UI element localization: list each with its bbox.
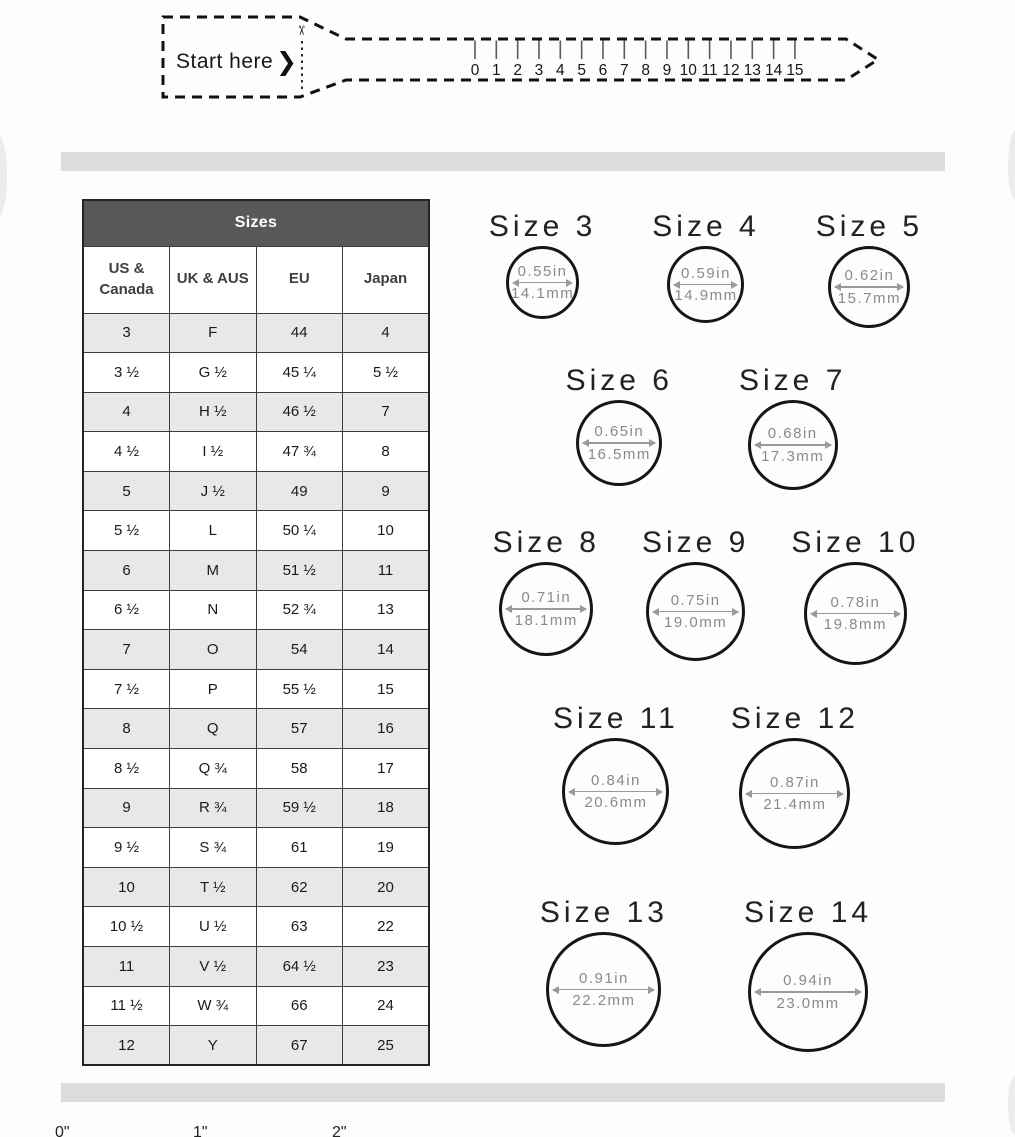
- size-cell: 10 ½: [83, 907, 170, 947]
- column-header-japan: Japan: [343, 246, 430, 313]
- ring-row: [450, 896, 962, 1052]
- ring-size-item: [791, 526, 919, 665]
- size-cell: 3 ½: [83, 353, 170, 393]
- size-cell: 62: [256, 867, 343, 907]
- table-title: Sizes: [83, 200, 429, 246]
- ring-diameter-inches: 0.84in: [591, 771, 641, 789]
- size-cell: 10: [83, 867, 170, 907]
- ring-circle: [546, 932, 661, 1047]
- diameter-arrow-icon: [746, 793, 843, 795]
- ring-row: [450, 526, 962, 665]
- size-cell: 47 ¾: [256, 432, 343, 472]
- size-cell: 61: [256, 828, 343, 868]
- ring-diameter-inches: 0.65in: [594, 423, 645, 440]
- size-cell: 7: [83, 630, 170, 670]
- size-cell: 49: [256, 471, 343, 511]
- column-header-uk-aus: UK & AUS: [170, 246, 257, 313]
- size-cell: 54: [256, 630, 343, 670]
- table-row: [83, 947, 429, 987]
- table-title-row: [83, 200, 429, 246]
- separator-bar-top: [61, 152, 945, 171]
- ring-circle: [562, 738, 669, 845]
- size-cell: T ½: [170, 867, 257, 907]
- table-row: [83, 828, 429, 868]
- diameter-arrow-icon: [513, 282, 572, 284]
- size-cell: 58: [256, 749, 343, 789]
- ring-size-item: [652, 210, 759, 323]
- size-cell: W ¾: [170, 986, 257, 1026]
- ring-row: [450, 702, 962, 849]
- column-header-eu: EU: [256, 246, 343, 313]
- size-cell: 10: [343, 511, 430, 551]
- table-row: [83, 511, 429, 551]
- size-cell: 4: [83, 392, 170, 432]
- ring-diameter-inches: 0.71in: [521, 589, 572, 606]
- page-edge-artifact: [1008, 130, 1015, 200]
- ring-size-title: Size 6: [565, 364, 673, 397]
- size-cell: G ½: [170, 353, 257, 393]
- ring-circle: [748, 932, 868, 1052]
- size-cell: 51 ½: [256, 551, 343, 591]
- ruler-number: 8: [641, 62, 650, 79]
- ruler-number: 5: [577, 62, 586, 79]
- separator-bar-bottom: [61, 1083, 945, 1102]
- size-cell: 52 ¾: [256, 590, 343, 630]
- diameter-arrow-icon: [811, 613, 900, 615]
- ring-size-item: [731, 702, 859, 849]
- size-cell: 57: [256, 709, 343, 749]
- ring-diameter-mm: 23.0mm: [776, 994, 840, 1012]
- ruler-number: 14: [764, 62, 783, 79]
- size-cell: Q ¾: [170, 749, 257, 789]
- diameter-arrow-icon: [755, 444, 831, 446]
- ring-diameter-inches: 0.94in: [783, 972, 833, 989]
- diameter-arrow-icon: [835, 286, 903, 288]
- ring-diameter-inches: 0.78in: [830, 593, 881, 611]
- table-row: [83, 630, 429, 670]
- ruler-number: 9: [662, 62, 672, 79]
- table-row: [83, 432, 429, 472]
- size-cell: F: [170, 313, 257, 353]
- ring-circle: [804, 562, 907, 665]
- ring-diameter-mm: 16.5mm: [587, 445, 651, 463]
- table-row: [83, 590, 429, 630]
- size-conversion-table: [82, 199, 430, 1066]
- size-cell: 6 ½: [83, 590, 170, 630]
- ring-diameter-mm: 17.3mm: [761, 447, 825, 465]
- size-cell: 11: [343, 551, 430, 591]
- ring-size-title: Size 8: [492, 526, 600, 559]
- ruler-number: 10: [679, 62, 697, 79]
- ruler-number: 7: [619, 62, 629, 79]
- table-header-row: [83, 246, 429, 313]
- ring-size-item: [642, 526, 749, 661]
- ring-size-title: Size 10: [791, 526, 920, 559]
- size-cell: 18: [343, 788, 430, 828]
- page-edge-artifact: [0, 136, 7, 216]
- ring-circle: [667, 246, 744, 323]
- ring-diameter-mm: 22.2mm: [572, 992, 636, 1010]
- ring-size-item: [489, 210, 596, 319]
- size-cell: 9 ½: [83, 828, 170, 868]
- size-cell: 9: [83, 788, 170, 828]
- ring-size-item: [553, 702, 679, 845]
- ruler-number: 12: [722, 62, 740, 79]
- size-cell: 5 ½: [83, 511, 170, 551]
- size-cell: 59 ½: [256, 788, 343, 828]
- size-cell: 12: [83, 1026, 170, 1066]
- ruler-number: 4: [556, 62, 565, 79]
- ring-diameter-mm: 19.0mm: [664, 614, 728, 632]
- ring-diameter-inches: 0.91in: [579, 969, 629, 987]
- ruler-number: 0: [470, 62, 480, 79]
- column-header-us-canada: US & Canada: [83, 246, 170, 313]
- size-cell: 25: [343, 1026, 430, 1066]
- ring-size-item: [493, 526, 600, 656]
- page-edge-artifact: [1008, 1075, 1015, 1135]
- ring-circle: [499, 562, 593, 656]
- size-cell: 6: [83, 551, 170, 591]
- size-cell: 8: [343, 432, 430, 472]
- table-row: [83, 1026, 429, 1066]
- ring-diameter-inches: 0.62in: [844, 267, 895, 284]
- ring-diameter-mm: 18.1mm: [514, 611, 578, 629]
- size-cell: 17: [343, 749, 430, 789]
- ring-circle: [506, 246, 579, 319]
- size-cell: 63: [256, 907, 343, 947]
- ring-size-item: [540, 896, 668, 1047]
- table-row: [83, 313, 429, 353]
- size-cell: R ¾: [170, 788, 257, 828]
- table-row: [83, 669, 429, 709]
- ring-size-item: [744, 896, 872, 1052]
- size-cell: 8: [83, 709, 170, 749]
- size-cell: 19: [343, 828, 430, 868]
- size-cell: J ½: [170, 471, 257, 511]
- size-cell: 67: [256, 1026, 343, 1066]
- size-cell: 11 ½: [83, 986, 170, 1026]
- ruler-number: 2: [513, 62, 522, 79]
- size-cell: Y: [170, 1026, 257, 1066]
- ruler-number: 15: [786, 62, 804, 79]
- inch-label-0: 0": [55, 1124, 70, 1137]
- size-cell: 24: [343, 986, 430, 1026]
- size-cell: 13: [343, 590, 430, 630]
- ring-circles-section: [450, 199, 962, 1052]
- ruler-number: 13: [743, 62, 761, 79]
- size-cell: 22: [343, 907, 430, 947]
- size-cell: 14: [343, 630, 430, 670]
- ring-size-item: [739, 364, 846, 490]
- diameter-arrow-icon: [674, 284, 737, 286]
- diameter-arrow-icon: [569, 791, 662, 793]
- size-cell: 5 ½: [343, 353, 430, 393]
- ring-size-title: Size 9: [641, 526, 750, 559]
- size-cell: 5: [83, 471, 170, 511]
- size-cell: P: [170, 669, 257, 709]
- size-cell: 64 ½: [256, 947, 343, 987]
- diameter-arrow-icon: [583, 442, 655, 444]
- ruler-number: 11: [701, 62, 718, 79]
- inch-label-1: 1": [193, 1124, 208, 1137]
- ring-diameter-mm: 14.1mm: [511, 285, 575, 303]
- size-cell: 50 ¼: [256, 511, 343, 551]
- size-cell: I ½: [170, 432, 257, 472]
- ring-diameter-inches: 0.59in: [681, 264, 731, 282]
- ring-size-title: Size 4: [652, 210, 760, 243]
- table-row: [83, 551, 429, 591]
- size-cell: 7: [343, 392, 430, 432]
- size-cell: 8 ½: [83, 749, 170, 789]
- table-row: [83, 907, 429, 947]
- size-cell: 23: [343, 947, 430, 987]
- ruler-number: 6: [598, 62, 608, 79]
- table-row: [83, 392, 429, 432]
- ring-circle: [748, 400, 838, 490]
- table-row: [83, 709, 429, 749]
- size-cell: 15: [343, 669, 430, 709]
- size-cell: 3: [83, 313, 170, 353]
- ring-diameter-inches: 0.55in: [517, 262, 568, 280]
- size-cell: Q: [170, 709, 257, 749]
- start-here-label: Start here: [176, 50, 274, 73]
- ring-size-title: Size 12: [730, 702, 859, 735]
- size-cell: 44: [256, 313, 343, 353]
- ring-size-title: Size 3: [488, 210, 597, 243]
- ring-diameter-inches: 0.68in: [767, 425, 818, 442]
- ring-size-title: Size 14: [744, 896, 873, 929]
- sizer-ruler: [0, 0, 1015, 120]
- ring-diameter-mm: 19.8mm: [823, 616, 887, 634]
- size-cell: M: [170, 551, 257, 591]
- size-cell: U ½: [170, 907, 257, 947]
- size-cell: S ¾: [170, 828, 257, 868]
- ring-size-title: Size 13: [539, 896, 668, 929]
- ring-diameter-mm: 15.7mm: [837, 289, 901, 307]
- size-cell: 55 ½: [256, 669, 343, 709]
- size-cell: 4: [343, 313, 430, 353]
- ruler-number: 1: [492, 62, 501, 79]
- ring-size-title: Size 11: [553, 702, 679, 735]
- ring-size-title: Size 7: [739, 364, 847, 397]
- ring-diameter-inches: 0.75in: [670, 591, 721, 609]
- ring-diameter-mm: 14.9mm: [674, 287, 738, 305]
- size-cell: L: [170, 511, 257, 551]
- table-row: [83, 986, 429, 1026]
- size-cell: 20: [343, 867, 430, 907]
- ring-row: [450, 210, 962, 328]
- ring-size-item: [816, 210, 923, 328]
- size-cell: 45 ¼: [256, 353, 343, 393]
- table-row: [83, 353, 429, 393]
- size-cell: 11: [83, 947, 170, 987]
- inch-label-2: 2": [332, 1124, 347, 1137]
- ring-diameter-inches: 0.87in: [769, 773, 820, 791]
- table-row: [83, 867, 429, 907]
- diameter-arrow-icon: [653, 611, 738, 613]
- size-cell: 4 ½: [83, 432, 170, 472]
- ring-diameter-mm: 20.6mm: [584, 794, 648, 812]
- ring-size-title: Size 5: [815, 210, 924, 243]
- diameter-arrow-icon: [506, 608, 586, 610]
- scissors-icon: ✂: [293, 25, 308, 36]
- ring-circle: [576, 400, 662, 486]
- size-cell: 46 ½: [256, 392, 343, 432]
- ring-circle: [646, 562, 745, 661]
- ruler-ticks: [471, 41, 804, 80]
- size-cell: 16: [343, 709, 430, 749]
- size-cell: N: [170, 590, 257, 630]
- ring-size-item: [566, 364, 673, 486]
- table-row: [83, 788, 429, 828]
- table-row: [83, 749, 429, 789]
- size-cell: H ½: [170, 392, 257, 432]
- start-chevron-icon: ❯: [276, 47, 297, 76]
- ring-diameter-mm: 21.4mm: [763, 796, 827, 814]
- diameter-arrow-icon: [553, 989, 654, 991]
- size-cell: 7 ½: [83, 669, 170, 709]
- ring-row: [450, 364, 962, 490]
- size-cell: O: [170, 630, 257, 670]
- table-row: [83, 471, 429, 511]
- size-cell: 9: [343, 471, 430, 511]
- ruler-number: 3: [534, 62, 544, 79]
- diameter-arrow-icon: [755, 991, 861, 993]
- size-cell: 66: [256, 986, 343, 1026]
- ring-circle: [739, 738, 850, 849]
- size-cell: V ½: [170, 947, 257, 987]
- ring-circle: [828, 246, 910, 328]
